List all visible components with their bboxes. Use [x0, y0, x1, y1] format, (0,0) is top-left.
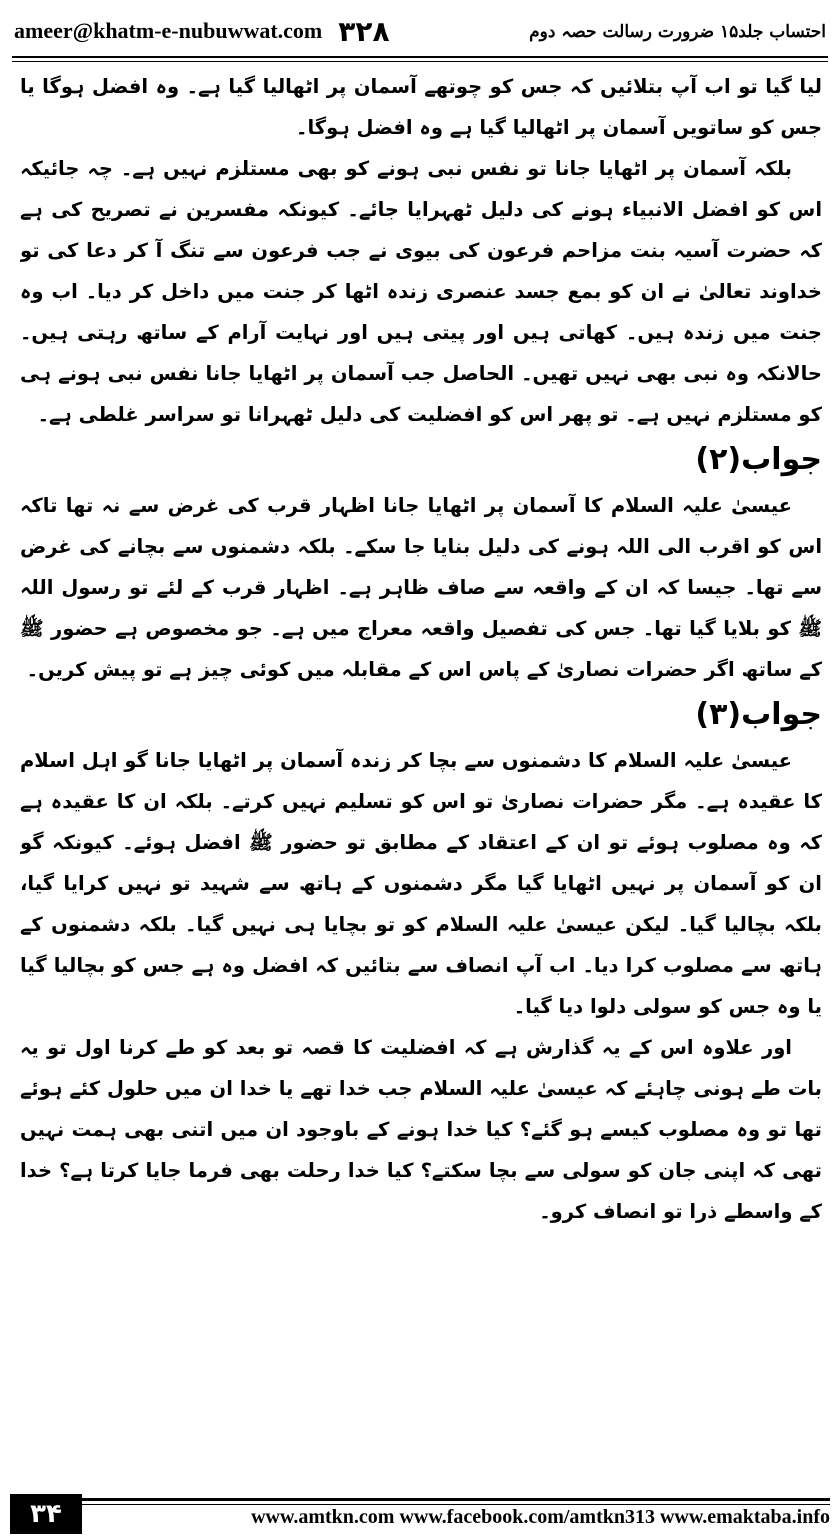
header-book-title: احتساب جلد۱۵ ضرورت رسالت حصہ دوم: [529, 21, 826, 42]
header-email: ameer@khatm-e-nubuwwat.com: [14, 18, 323, 43]
heading-answer-3: جواب(۳): [695, 697, 822, 732]
heading-answer-2: جواب(۲): [695, 442, 822, 477]
footer-websites: www.amtkn.com www.facebook.com/amtkn313 www.emaktaba.info: [251, 1506, 830, 1528]
page-header: [14, 8, 826, 54]
paragraph-5: اور علاوہ اس کے یہ گذارش ہے کہ افضلیت کا قصہ تو بعد کو طے کرنا اول تو یہ بات طے ہونی چاہئے کہ عیسیٰ علیہ السلام جب خدا تھے یا خدا ان میں حلول کئے ہوئے تھا تو وہ مصلوب کیسے ہو گئے؟ کیا خدا ہونے کے باوجود ان میں اتنی بھی ہمت نہیں تھی کہ اپنی جان کو سولی سے بچا سکتے؟ کیا خدا رحلت بھی فرما جایا کرتا ہے؟ خدا کے واسطے ذرا تو انصاف کرو۔: [20, 1036, 822, 1223]
paragraph-4: عیسیٰ علیہ السلام کا دشمنوں سے بچا کر زندہ آسمان پر اٹھایا جانا گو اہل اسلام کا عقیدہ ہے۔ مگر حضرات نصاریٰ تو اس کو تسلیم نہیں کرتے۔ بلکہ ان کا عقیدہ ہے کہ وہ مصلوب ہوئے تو ان کے اعتقاد کے مطابق تو حضور ﷺ افضل ہوئے۔ کیونکہ گو ان کو آسمان پر نہیں اٹھایا گیا مگر دشمنوں کے ہاتھ سے شہید تو نہیں کرایا گیا، بلکہ بچالیا گیا۔ لیکن عیسیٰ علیہ السلام کو تو بچایا ہی نہیں گیا۔ بلکہ دشمنوں کے ہاتھ سے مصلوب کرا دیا۔ اب آپ انصاف سے بتائیں کہ افضل وہ ہے جس کو بچالیا گیا یا وہ جس کو سولی دلوا دیا گیا۔: [20, 749, 822, 1018]
header-left: [14, 15, 390, 48]
header-rule-thin: [12, 61, 828, 62]
footer-page-number: ۳۴: [10, 1494, 82, 1534]
paragraph-3: عیسیٰ علیہ السلام کا آسمان پر اٹھایا جانا اظہار قرب کی غرض سے نہ تھا تاکہ اس کو اقرب الی اللہ ہونے کی دلیل بنایا جا سکے۔ بلکہ دشمنوں سے بچانے کی غرض سے تھا۔ جیسا کہ ان کے واقعہ سے صاف ظاہر ہے۔ اظہار قرب کے لئے تو رسول اللہ ﷺ کو بلایا گیا تھا۔ جس کی تفصیل واقعہ معراج میں ہے۔ جو مخصوص ہے حضور ﷺ کے ساتھ اگر حضرات نصاریٰ کے پاس اس کے مقابلہ میں کوئی چیز ہے تو پیش کریں۔: [20, 494, 822, 681]
page-footer: [10, 1494, 830, 1534]
header-page-number: ۳۲۸: [338, 14, 390, 48]
footer-rules: [82, 1498, 830, 1505]
paragraph-1: لیا گیا تو اب آپ بتلائیں کہ جس کو چوتھے آسمان پر اٹھالیا گیا ہے۔ وہ افضل ہوگا یا جس کو ساتویں آسمان پر اٹھالیا گیا ہے وہ افضل ہوگا۔: [20, 75, 822, 139]
header-rule: [12, 56, 828, 58]
paragraph-2: بلکہ آسمان پر اٹھایا جانا تو نفس نبی ہونے کو بھی مستلزم نہیں ہے۔ چہ جائیکہ اس کو افضل الانبیاء ہونے کی دلیل ٹھہرایا جائے۔ کیونکہ مفسرین نے تصریح کی ہے کہ حضرت آسیہ بنت مزاحم فرعون کی بیوی نے جب فرعون سے تنگ آ کر دعا کی تو خداوند تعالیٰ نے ان کو بمع جسد عنصری زندہ اٹھا کر جنت میں داخل کر دیا۔ اب وہ جنت میں زندہ ہیں۔ کھاتی ہیں اور پیتی ہیں اور نہایت آرام کے ساتھ رہتی ہیں۔ حالانکہ وہ نبی بھی نہیں تھیں۔ الحاصل جب آسمان پر اٹھایا جانا نفس نبی ہونے ہی کو مستلزم نہیں ہے۔ تو پھر اس کو افضلیت کی دلیل ٹھہرانا تو سراسر غلطی ہے۔: [20, 157, 822, 426]
page-body: [20, 66, 822, 1456]
